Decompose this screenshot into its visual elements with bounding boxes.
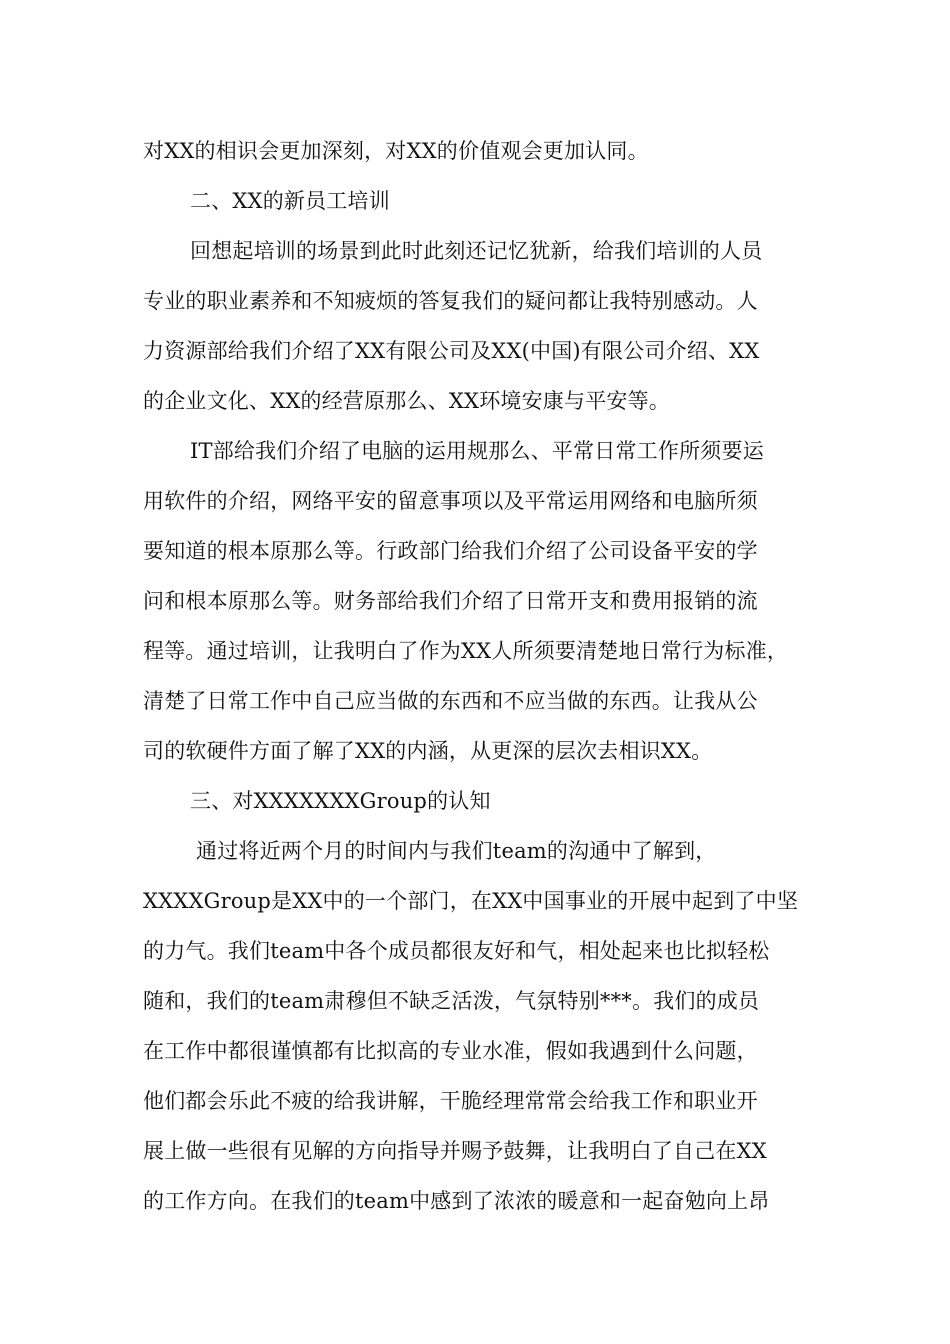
text-line: 的企业文化、XX的经营原那么、XX环境安康与平安等。 [143,389,670,413]
text-line: 的力气。我们team中各个成员都很友好和气，相处起来也比拟轻松 [143,939,770,963]
text-line: 他们都会乐此不疲的给我讲解，干脆经理常常会给我工作和职业开 [143,1089,758,1113]
text-line: IT部给我们介绍了电脑的运用规那么、平常日常工作所须要运 [190,439,764,463]
text-line: 对XX的相识会更加深刻，对XX的价值观会更加认同。 [143,139,649,163]
text-line: 程等。通过培训，让我明白了作为XX人所须要清楚地日常行为标准， [143,639,789,663]
text-line: 的工作方向。在我们的team中感到了浓浓的暖意和一起奋勉向上昂 [143,1189,770,1213]
text-line: 问和根本原那么等。财务部给我们介绍了日常开支和费用报销的流 [143,589,758,613]
text-line: 清楚了日常工作中自己应当做的东西和不应当做的东西。让我从公 [143,689,758,713]
text-line: 回想起培训的场景到此时此刻还记忆犹新，给我们培训的人员 [190,239,763,263]
text-line: 司的软硬件方面了解了XX的内涵，从更深的层次去相识XX。 [143,739,713,763]
text-line: 通过将近两个月的时间内与我们team的沟通中了解到， [196,839,717,863]
section-heading-2: 二、XX的新员工培训 [190,189,390,213]
text-line: 在工作中都很谨慎都有比拟高的专业水准，假如我遇到什么问题， [143,1039,758,1063]
text-line: XXXXGroup是XX中的一个部门，在XX中国事业的开展中起到了中坚 [143,889,799,913]
text-line: 专业的职业素养和不知疲烦的答复我们的疑问都让我特别感动。人 [143,289,758,313]
text-line: 力资源部给我们介绍了XX有限公司及XX(中国)有限公司介绍、XX [143,339,760,363]
text-line: 展上做一些很有见解的方向指导并赐予鼓舞，让我明白了自己在XX [143,1139,767,1163]
text-line: 要知道的根本原那么等。行政部门给我们介绍了公司设备平安的学 [143,539,758,563]
text-line: 用软件的介绍，网络平安的留意事项以及平常运用网络和电脑所须 [143,489,758,513]
text-line: 随和，我们的team肃穆但不缺乏活泼，气氛特别***。我们的成员 [143,989,760,1013]
section-heading-3: 三、对XXXXXXXGroup的认知 [190,789,491,813]
